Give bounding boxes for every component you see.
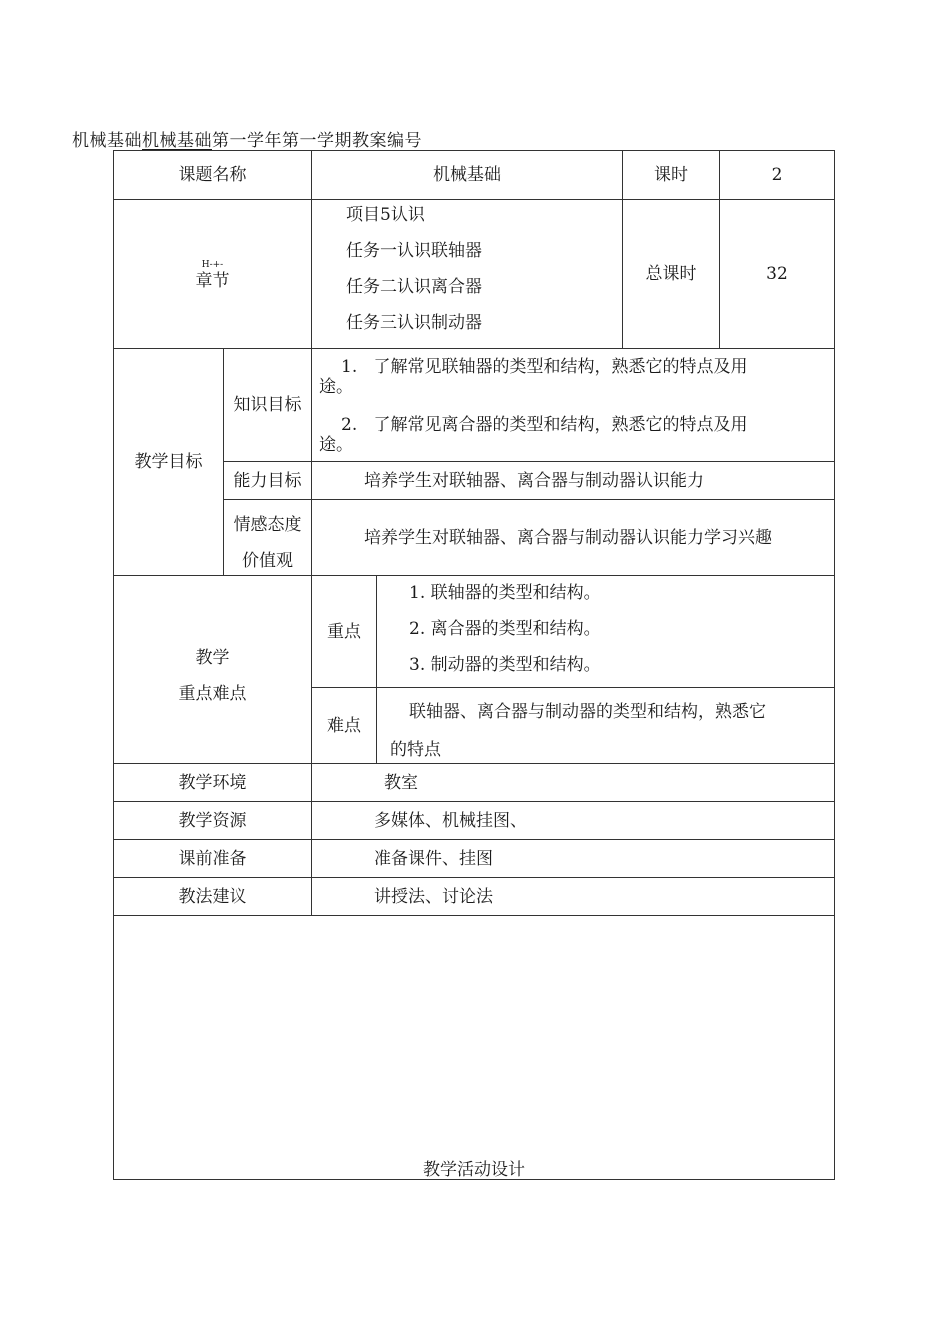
- lesson-plan-table: [113, 150, 835, 1180]
- header-course-underlined: 机械基础: [142, 131, 212, 151]
- activity-design-label: 教学活动设计: [423, 1160, 525, 1180]
- chapter-line-task2: 任务二认识离合器: [346, 277, 482, 297]
- class-hours-label: 课时: [654, 165, 688, 185]
- key-point-2: 2. 离合器的类型和结构。: [409, 619, 601, 639]
- chapter-label: 章节: [195, 271, 230, 291]
- method-label: 教法建议: [178, 886, 247, 907]
- environment-value: 教室: [384, 772, 418, 793]
- course-title-label: 课题名称: [178, 165, 247, 185]
- method-value: 讲授法、讨论法: [374, 886, 493, 907]
- knowledge-goal-label: 知识目标: [233, 395, 302, 415]
- keypoints-label-line1: 教学: [195, 648, 230, 668]
- resources-label: 教学资源: [178, 810, 247, 831]
- chapter-line-task1: 任务一认识联轴器: [346, 241, 482, 261]
- key-points-label: 重点: [327, 621, 361, 642]
- preparation-label: 课前准备: [178, 848, 247, 869]
- class-hours-value: 2: [771, 165, 783, 185]
- emotion-label-line2: 价值观: [242, 551, 293, 571]
- total-hours-label: 总课时: [645, 264, 697, 284]
- chapter-line-project: 项目5认识: [346, 205, 425, 225]
- key-point-1: 1. 联轴器的类型和结构。: [409, 583, 601, 603]
- resources-value: 多媒体、机械挂图、: [374, 810, 527, 831]
- keypoints-label-line2: 重点难点: [178, 684, 247, 704]
- difficult-points-text: [390, 701, 830, 763]
- environment-label: 教学环境: [178, 772, 247, 793]
- difficult-line-2: 的特点: [390, 740, 441, 760]
- difficult-line-1: 联轴器、离合器与制动器的类型和结构，熟悉它: [409, 702, 766, 722]
- total-hours-value: 32: [766, 264, 788, 284]
- knowledge-item-1-tail: 途。: [319, 377, 353, 397]
- knowledge-goal-content: [319, 357, 829, 461]
- course-title-value: 机械基础: [433, 165, 501, 185]
- chapter-mark: H-+-: [201, 260, 224, 270]
- document-header: [72, 131, 422, 151]
- emotion-goal-label: [224, 500, 311, 575]
- chapter-list: [346, 204, 616, 348]
- key-point-3: 3. 制动器的类型和结构。: [409, 655, 601, 675]
- knowledge-item-2-tail: 途。: [319, 435, 353, 455]
- emotion-label-line1: 情感态度: [233, 515, 302, 535]
- ability-goal-text: 培养学生对联轴器、离合器与制动器认识能力: [364, 470, 704, 491]
- preparation-value: 准备课件、挂图: [374, 848, 493, 869]
- teaching-goals-label: 教学目标: [134, 452, 203, 472]
- emotion-goal-text: 培养学生对联轴器、离合器与制动器认识能力学习兴趣: [364, 527, 772, 548]
- difficult-points-label: 难点: [327, 715, 361, 736]
- chapter-line-task3: 任务三认识制动器: [346, 313, 482, 333]
- ability-goal-label: 能力目标: [233, 470, 302, 491]
- header-term: 第一学年第一学期教案编号: [212, 131, 422, 151]
- knowledge-item-2: 2. 了解常见离合器的类型和结构，熟悉它的特点及用: [341, 415, 748, 435]
- keypoints-label-cell: [114, 576, 311, 763]
- chapter-label-cell: [114, 200, 311, 348]
- header-course: 机械基础: [72, 131, 142, 151]
- key-points-list: [409, 582, 829, 687]
- knowledge-item-1: 1. 了解常见联轴器的类型和结构，熟悉它的特点及用: [341, 357, 748, 377]
